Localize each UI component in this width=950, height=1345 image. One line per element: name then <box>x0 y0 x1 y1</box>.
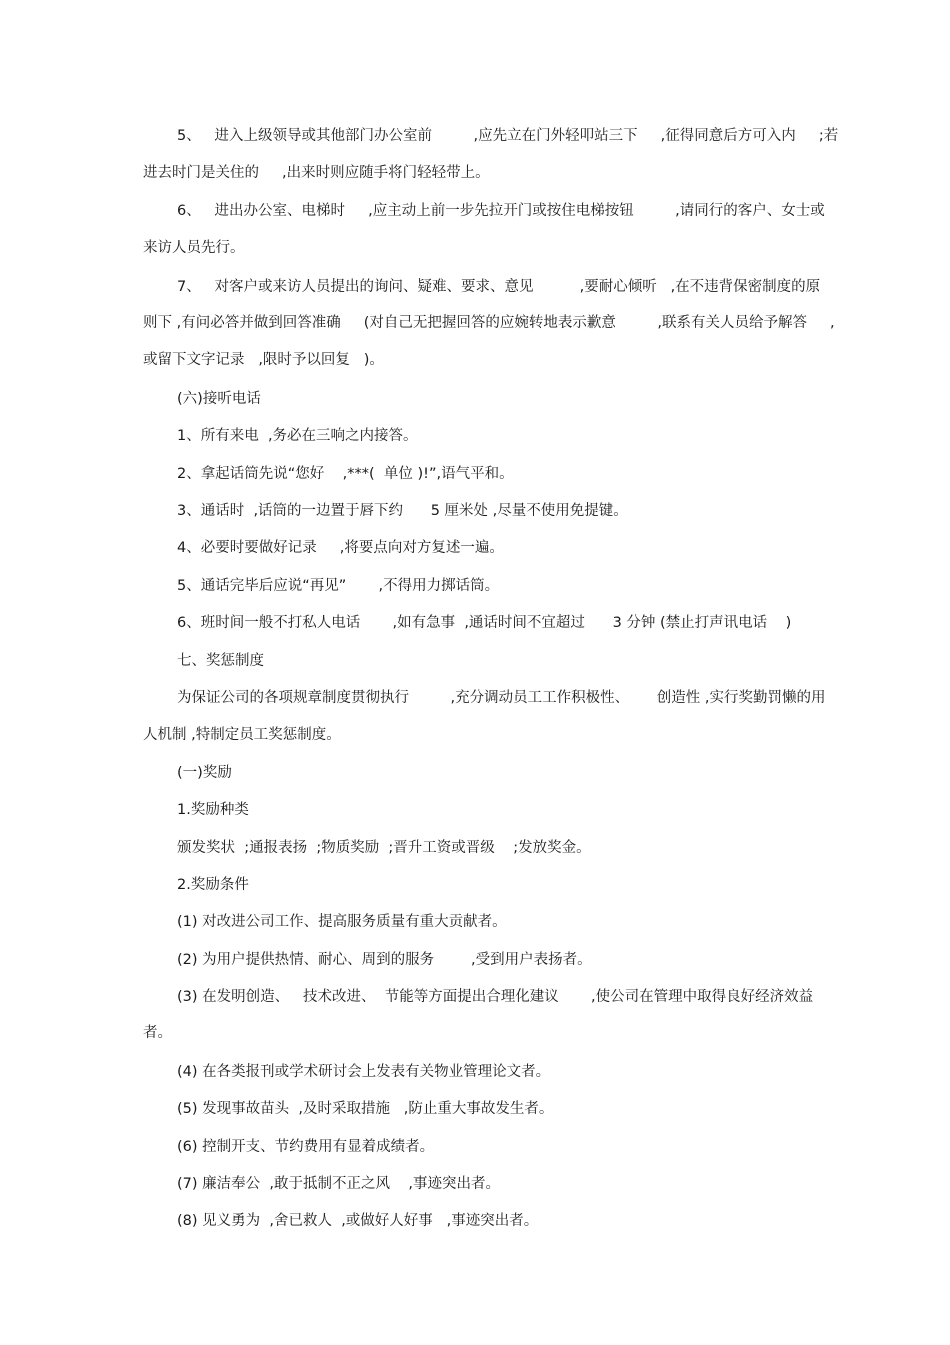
list-item: (2) 为用户提供热情、耐心、周到的服务 ,受到用户表扬者。 <box>177 952 592 968</box>
paragraph-line: 7、 对客户或来访人员提出的询问、疑难、要求、意见 ,要耐心倾听 ,在不违背保密制度的原 <box>177 279 821 295</box>
paragraph-line: 6、 进出办公室、电梯时 ,应主动上前一步先拉开门或按住电梯按钮 ,请同行的客户、女士或 <box>177 203 825 219</box>
list-item: (4) 在各类报刊或学术研讨会上发表有关物业管理论文者。 <box>177 1064 551 1080</box>
paragraph-line: 颁发奖状 ;通报表扬 ;物质奖励 ;晋升工资或晋级 ;发放奖金。 <box>177 840 591 856</box>
list-item: (1) 对改进公司工作、提高服务质量有重大贡献者。 <box>177 914 507 930</box>
section-heading: (六)接听电话 <box>177 391 261 407</box>
list-item: (3) 在发明创造、 技术改进、 节能等方面提出合理化建议 ,使公司在管理中取得良好经济效益 <box>177 989 814 1005</box>
paragraph-line: 人机制 ,特制定员工奖惩制度。 <box>143 727 341 743</box>
paragraph-line: 5、 进入上级领导或其他部门办公室前 ,应先立在门外轻叩站三下 ,征得同意后方可入内 ;若 <box>177 128 839 144</box>
list-item: 5、通话完毕后应说“再见” ,不得用力掷话筒。 <box>177 578 500 594</box>
paragraph-line: 来访人员先行。 <box>143 240 245 256</box>
list-item: (6) 控制开支、节约费用有显着成绩者。 <box>177 1139 435 1155</box>
subsection-heading: 1.奖励种类 <box>177 802 249 818</box>
section-heading: (一)奖励 <box>177 765 232 781</box>
list-item: (5) 发现事故苗头 ,及时采取措施 ,防止重大事故发生者。 <box>177 1101 554 1117</box>
paragraph-line: 或留下文字记录 ,限时予以回复 )。 <box>143 352 384 368</box>
list-item: 3、通话时 ,话筒的一边置于唇下约 5 厘米处 ,尽量不使用免提键。 <box>177 503 628 519</box>
subsection-heading: 2.奖励条件 <box>177 877 249 893</box>
section-heading: 七、奖惩制度 <box>177 653 264 669</box>
paragraph-line: 进去时门是关住的 ,出来时则应随手将门轻轻带上。 <box>143 165 490 181</box>
paragraph-line: 为保证公司的各项规章制度贯彻执行 ,充分调动员工工作积极性、 创造性 ,实行奖勤罚懒的用 <box>177 690 826 706</box>
paragraph-line: 则下 ,有问必答并做到回答准确 (对自己无把握回答的应婉转地表示歉意 ,联系有关人员给予解答 , <box>143 315 835 331</box>
list-item: 1、所有来电 ,务必在三响之内接答。 <box>177 428 418 444</box>
list-item: (8) 见义勇为 ,舍已救人 ,或做好人好事 ,事迹突出者。 <box>177 1213 539 1229</box>
list-item: (7) 廉洁奉公 ,敢于抵制不正之风 ,事迹突出者。 <box>177 1176 501 1192</box>
list-item: 6、班时间一般不打私人电话 ,如有急事 ,通话时间不宜超过 3 分钟 (禁止打声讯电话 ) <box>177 615 792 631</box>
list-item: 2、拿起话筒先说“您好 ,***( 单位 )!”,语气平和。 <box>177 466 514 482</box>
list-item: 者。 <box>143 1025 172 1041</box>
list-item: 4、必要时要做好记录 ,将要点向对方复述一遍。 <box>177 540 504 556</box>
